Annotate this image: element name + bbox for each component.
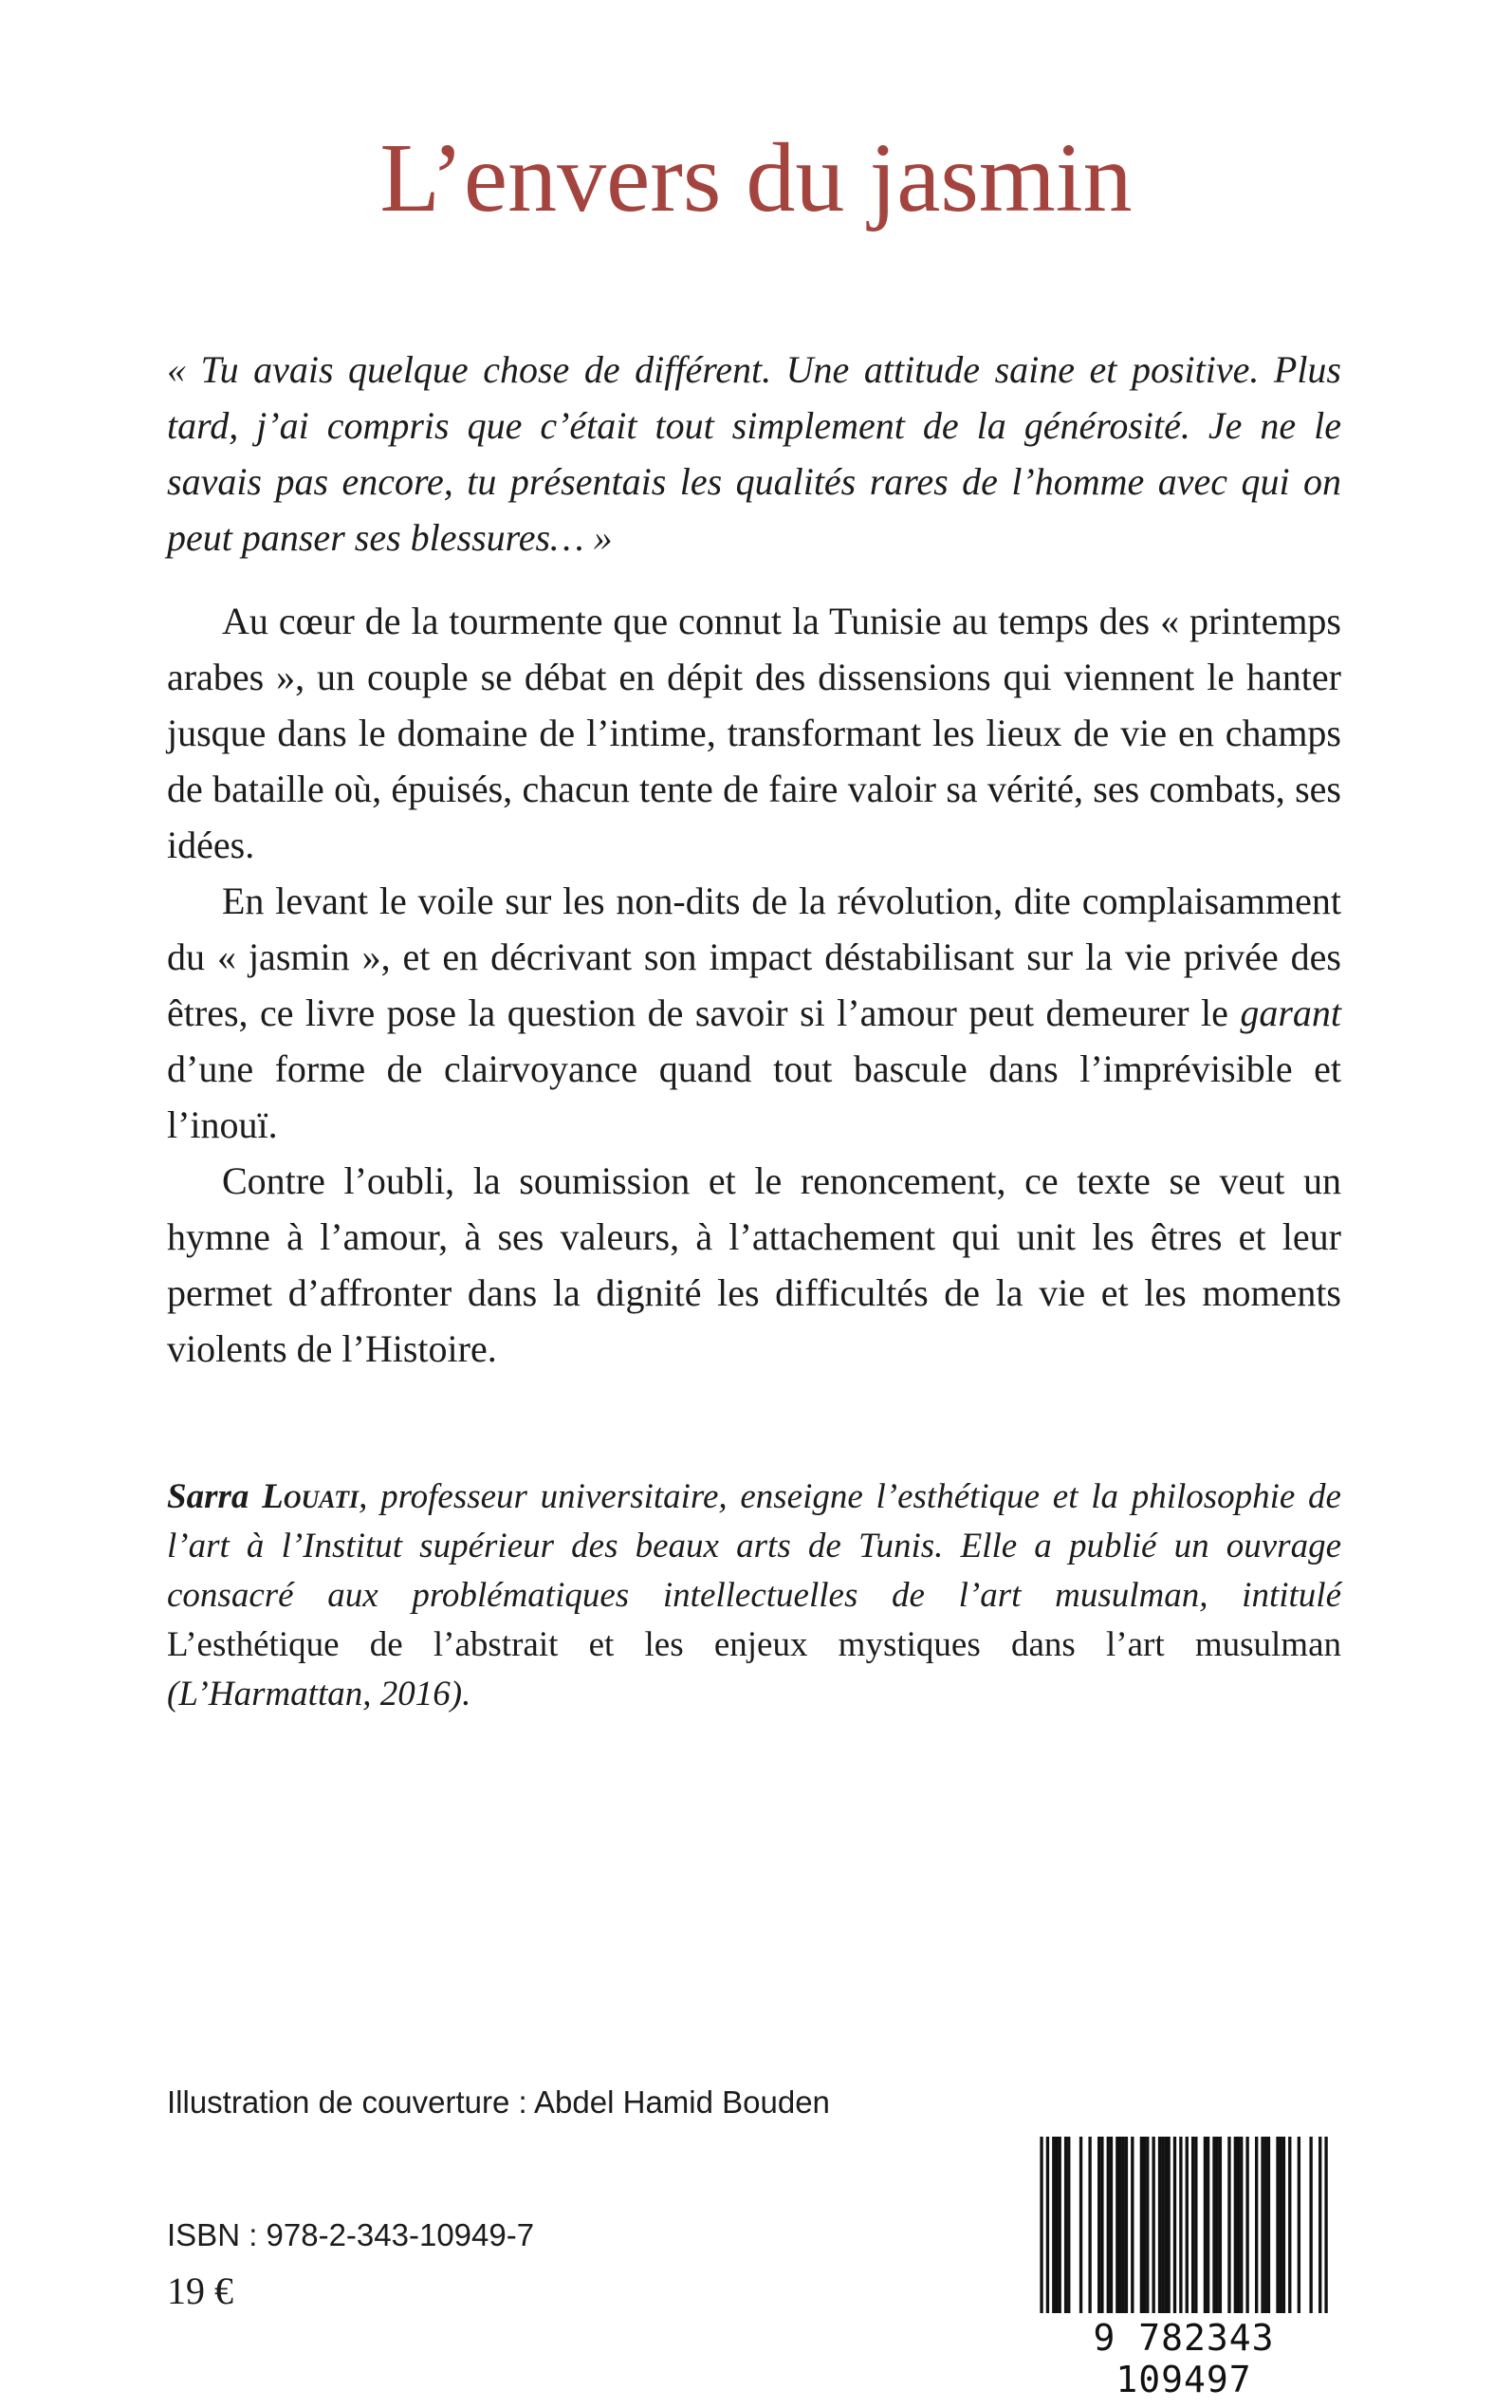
blurb-paragraph-3: Contre l’oubli, la soumission et le renoncement, ce texte se veut un hymne à l’amour, à ses valeurs, à l’attachement qui unit les êtres et leur permet d’affronter dans la dignité les difficultés de la vie et les moments violents de l’Histoire. — [167, 1159, 1341, 1370]
quote-text: « Tu avais quelque chose de différent. Une attitude saine et positive. Plus tard, j’ai compris que c’était tout simplement de la générosité. Je ne le savais pas encore, tu présentais les qualités rares de l’homme avec qui on peut panser ses blessures… » — [167, 348, 1341, 559]
barcode-bar — [1237, 2137, 1240, 2313]
barcode-bar — [1097, 2137, 1100, 2313]
barcode-bar — [1288, 2137, 1291, 2313]
paragraph-2-text-end: d’une forme de clairvoyance quand tout bascule dans l’imprévisible et l’inouï. — [167, 1047, 1341, 1146]
author-last-name: Louati — [262, 1477, 360, 1516]
bio-paragraph — [167, 1473, 1341, 1719]
barcode-icon — [1034, 2137, 1334, 2400]
barcode-bar — [1059, 2137, 1061, 2313]
cover-illustration-credit: Illustration de couverture : Abdel Hamid Bouden — [167, 2084, 830, 2120]
barcode-bar — [1088, 2137, 1091, 2313]
barcode-bar — [1140, 2137, 1143, 2313]
isbn-number: ISBN : 978-2-343-10949-7 — [167, 2217, 535, 2252]
barcode-bar — [1064, 2137, 1067, 2313]
barcode-bar — [1261, 2137, 1263, 2313]
barcode-bar — [1207, 2137, 1209, 2313]
referenced-publisher: (L’Harmattan, 2016). — [167, 1675, 471, 1713]
barcode-bar — [1234, 2137, 1237, 2313]
barcode-bar — [1164, 2137, 1167, 2313]
barcode-bar — [1118, 2137, 1121, 2313]
barcode-bar — [1158, 2137, 1161, 2313]
barcode-bar — [1152, 2137, 1154, 2313]
barcode-bar — [1255, 2137, 1258, 2313]
barcode-bar — [1143, 2137, 1146, 2313]
barcode-bar — [1167, 2137, 1170, 2313]
blurb-paragraph-2 — [167, 873, 1341, 1153]
paragraph-2-text-start: En levant le voile sur les non-dits de la révolution, dite complaisamment du « jasmin », et en décrivant son impact déstabilisant sur la vie privée des êtres, ce livre pose la question de savoir si l’amour peut demeurer le — [167, 880, 1341, 1034]
blurb-paragraph-1: Au cœur de la tourmente que connut la Tunisie au temps des « printemps arabes », un couple se débat en dépit des dissensions qui viennent le hanter jusque dans le domaine de l’intime, transformant les lieux de vie en champs de bataille où, épuisés, chacun tente de faire valoir sa vérité, ses combats, ses idées. — [167, 600, 1341, 866]
barcode-bar — [1122, 2137, 1125, 2313]
barcode-bar — [1245, 2137, 1248, 2313]
barcode-bar — [1161, 2137, 1164, 2313]
barcode-bar — [1318, 2137, 1321, 2313]
barcode-bar — [1110, 2137, 1113, 2313]
barcode-bar — [1216, 2137, 1219, 2313]
barcode-bar — [1186, 2137, 1189, 2313]
barcode-bar — [1040, 2137, 1042, 2313]
barcode-bar — [1131, 2137, 1134, 2313]
book-title: L’envers du jasmin — [379, 123, 1133, 232]
barcode-bar — [1055, 2137, 1058, 2313]
barcode-bar — [1264, 2137, 1267, 2313]
barcode-bar — [1267, 2137, 1270, 2313]
barcode-bar — [1146, 2137, 1149, 2313]
barcode-bar — [1309, 2137, 1312, 2313]
referenced-book-title: L’esthétique de l’abstrait et les enjeux mystiques dans l’art musulman — [167, 1625, 1341, 1664]
emphasized-word: garant — [1240, 991, 1341, 1034]
barcode-bar — [1227, 2137, 1230, 2313]
barcode-bar — [1212, 2137, 1215, 2313]
barcode-bar — [1107, 2137, 1110, 2313]
barcode-bar — [1052, 2137, 1055, 2313]
author-first-name: Sarra — [167, 1477, 263, 1516]
bio-text: , professeur universitaire, enseigne l’esthétique et la philosophie de l’art à l’Institut supérieur des beaux arts de Tunis. Elle a publié un ouvrage consacré aux problématiques intellectuelles de l’art musulman, intitulé — [167, 1477, 1341, 1615]
barcode-bar — [1240, 2137, 1243, 2313]
barcode-bar — [1280, 2137, 1282, 2313]
barcode-bar — [1282, 2137, 1285, 2313]
barcode-bar — [1324, 2137, 1327, 2313]
blurb — [167, 593, 1341, 1377]
barcode-bar — [1079, 2137, 1082, 2313]
barcode-bar — [1191, 2137, 1194, 2313]
author-bio — [167, 1473, 1341, 1719]
barcode-bar — [1276, 2137, 1279, 2313]
barcode-bar — [1204, 2137, 1207, 2313]
barcode-bar — [1125, 2137, 1128, 2313]
barcode-bar — [1298, 2137, 1300, 2313]
price: 19 € — [167, 2269, 233, 2312]
epigraph-quote — [167, 342, 1341, 565]
barcode-bar — [1046, 2137, 1049, 2313]
barcode-bar — [1100, 2137, 1103, 2313]
barcode-bar — [1179, 2137, 1182, 2313]
barcode-bar — [1116, 2137, 1118, 2313]
barcode-bar — [1219, 2137, 1222, 2313]
barcode-bar — [1194, 2137, 1197, 2313]
barcode-bar — [1173, 2137, 1176, 2313]
barcode-digits: 9 782343 109497 — [1093, 2317, 1275, 2400]
barcode-bar — [1067, 2137, 1070, 2313]
barcode-bars — [1034, 2137, 1334, 2317]
